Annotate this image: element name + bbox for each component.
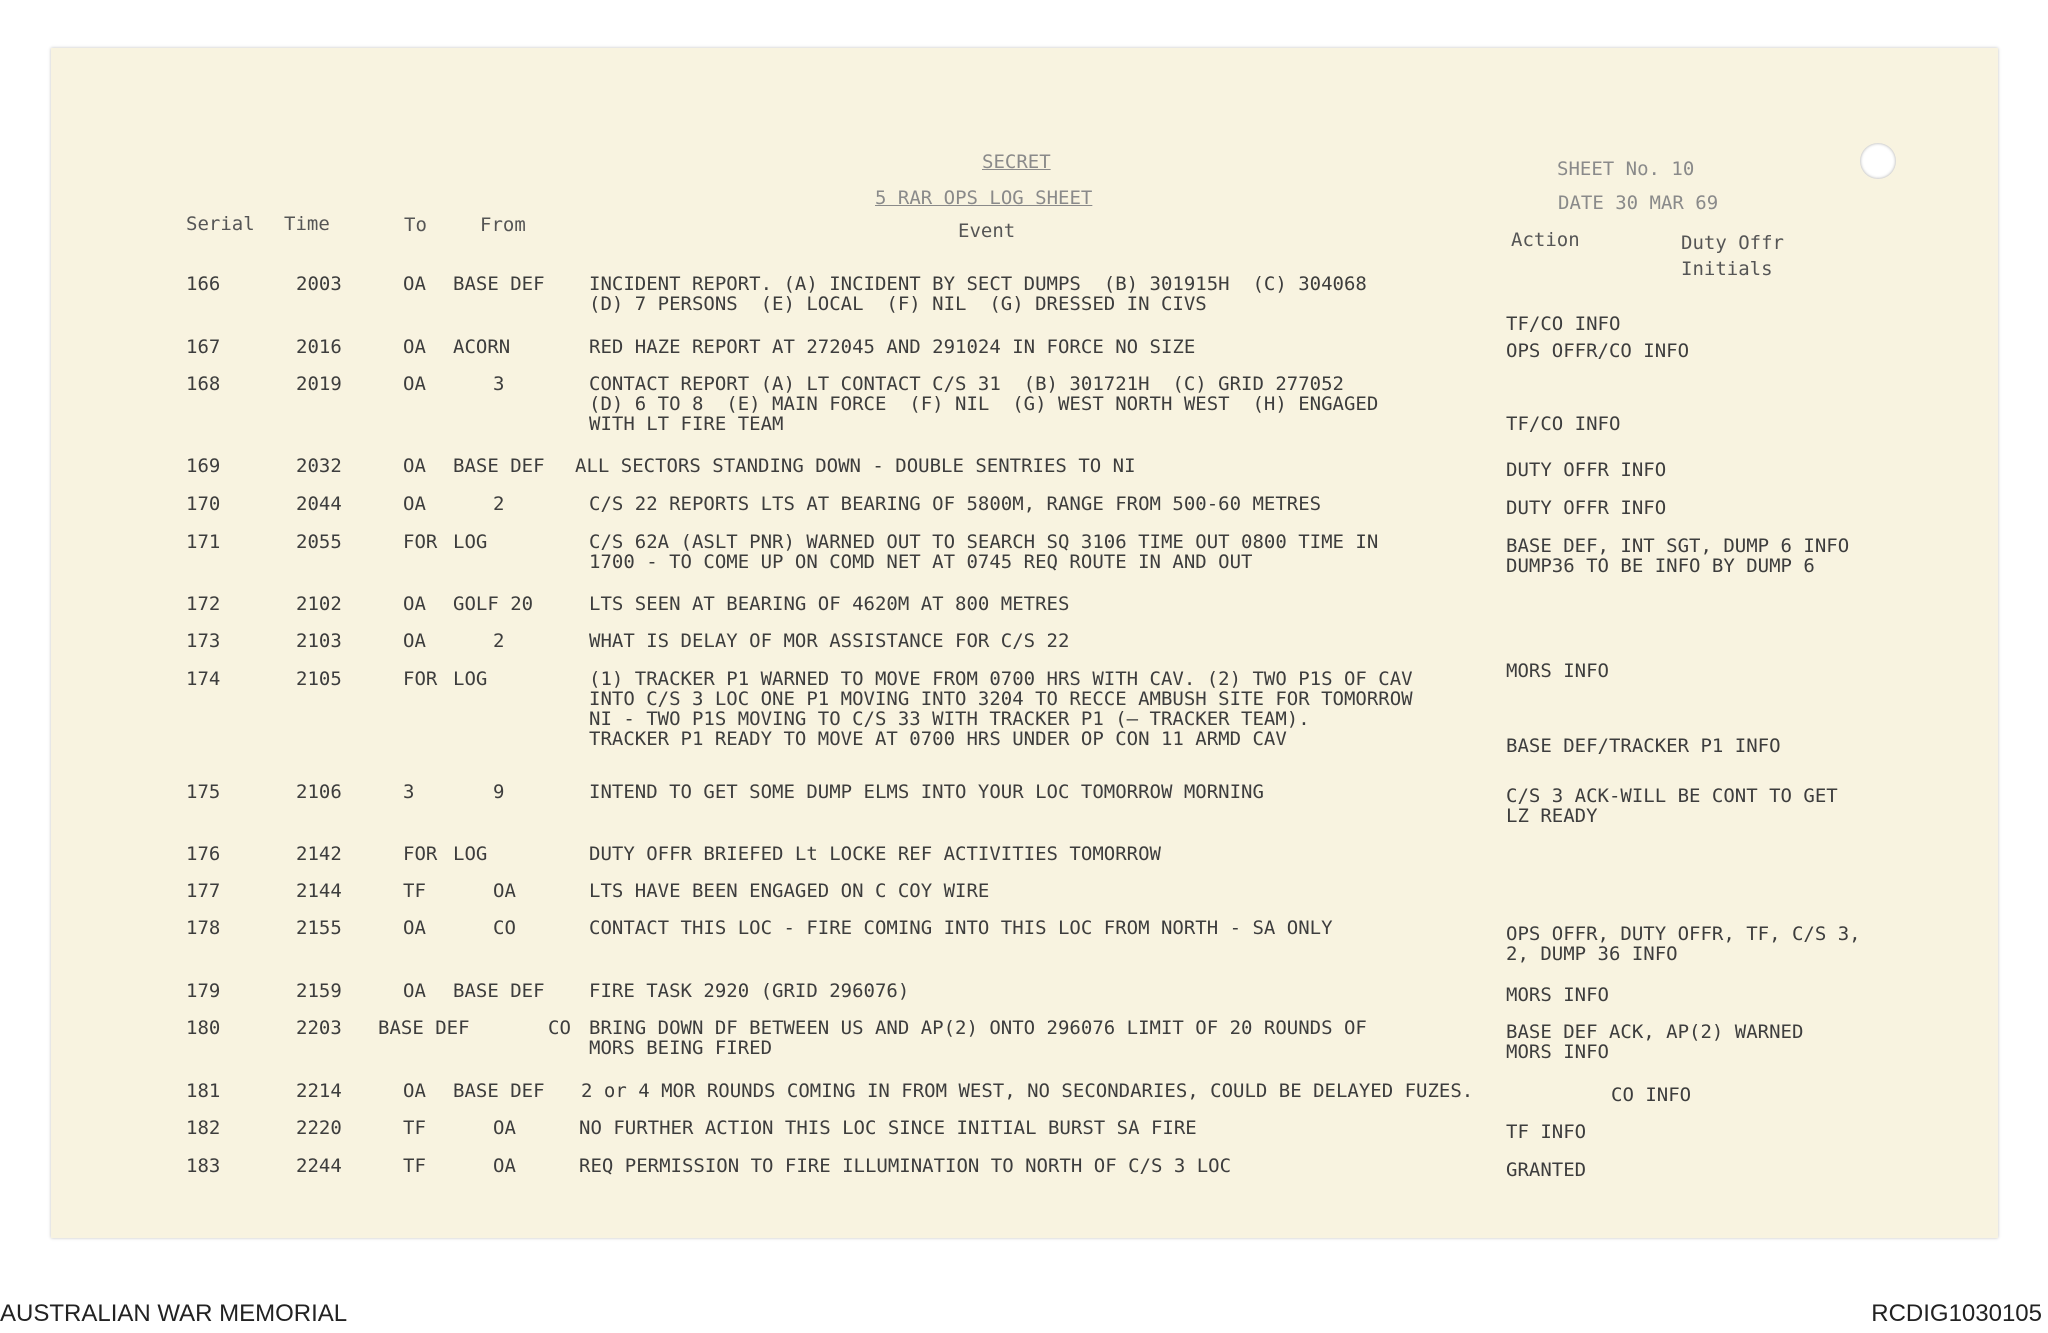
- row-from: OA: [493, 1117, 516, 1139]
- row-time: 2142: [296, 843, 342, 865]
- row-event: (1) TRACKER P1 WARNED TO MOVE FROM 0700 HRS WITH CAV. (2) TWO P1S OF CAV INTO C/S 3 LOC ONE P1 MOVING INTO 3204 TO RECCE AMBUSH SITE FOR TOMORROW NI - TWO P1S MOVING TO C/S 33 WITH TRACKER P1 (— TRACKER TEAM). TRACKER P1 READY TO MOVE AT 0700 HRS UNDER OP CON 11 ARMD CAV: [589, 668, 1413, 750]
- row-action: MORS INFO: [1506, 984, 1609, 1006]
- row-event: 2 or 4 MOR ROUNDS COMING IN FROM WEST, NO SECONDARIES, COULD BE DELAYED FUZES.: [581, 1080, 1474, 1102]
- row-time: 2214: [296, 1080, 342, 1102]
- row-to: TF: [403, 880, 426, 902]
- row-event: CONTACT REPORT (A) LT CONTACT C/S 31 (B) 301721H (C) GRID 277052 (D) 6 TO 8 (E) MAIN FORCE (F) NIL (G) WEST NORTH WEST (H) ENGAGED WITH LT FIRE TEAM: [589, 373, 1379, 435]
- row-time: 2144: [296, 880, 342, 902]
- row-action: MORS INFO: [1506, 660, 1609, 682]
- row-event: NO FURTHER ACTION THIS LOC SINCE INITIAL BURST SA FIRE: [579, 1117, 1197, 1139]
- row-to: TF: [403, 1155, 426, 1177]
- row-action: TF/CO INFO: [1506, 313, 1621, 335]
- row-to: OA: [403, 980, 426, 1002]
- row-serial: 169: [186, 455, 221, 477]
- row-event: RED HAZE REPORT AT 272045 AND 291024 IN FORCE NO SIZE: [589, 336, 1196, 358]
- row-action: BASE DEF, INT SGT, DUMP 6 INFO DUMP36 TO BE INFO BY DUMP 6: [1506, 535, 1850, 577]
- row-from: 3: [493, 373, 505, 395]
- row-time: 2044: [296, 493, 342, 515]
- row-from: LOG: [453, 531, 488, 553]
- col-action: Action: [1511, 229, 1580, 251]
- row-action: OPS OFFR/CO INFO: [1506, 340, 1690, 362]
- row-event: INTEND TO GET SOME DUMP ELMS INTO YOUR LOC TOMORROW MORNING: [589, 781, 1264, 803]
- row-serial: 170: [186, 493, 221, 515]
- row-to: FOR: [403, 531, 438, 553]
- row-time: 2055: [296, 531, 342, 553]
- row-from: BASE DEF: [453, 273, 545, 295]
- row-to: OA: [403, 455, 426, 477]
- row-to: FOR: [403, 668, 438, 690]
- row-event: LTS HAVE BEEN ENGAGED ON C COY WIRE: [589, 880, 990, 902]
- row-serial: 171: [186, 531, 221, 553]
- classification-stamp: SECRET: [982, 151, 1051, 173]
- row-from: OA: [493, 1155, 516, 1177]
- row-time: 2105: [296, 668, 342, 690]
- log-sheet: [51, 48, 1998, 1238]
- col-to: To: [404, 214, 427, 236]
- row-serial: 183: [186, 1155, 221, 1177]
- row-from: OA: [493, 880, 516, 902]
- row-time: 2019: [296, 373, 342, 395]
- row-time: 2103: [296, 630, 342, 652]
- row-action: BASE DEF/TRACKER P1 INFO: [1506, 735, 1781, 757]
- row-action: BASE DEF ACK, AP(2) WARNED MORS INFO: [1506, 1021, 1804, 1063]
- row-action: CO INFO: [1611, 1084, 1692, 1106]
- row-time: 2159: [296, 980, 342, 1002]
- row-event: C/S 22 REPORTS LTS AT BEARING OF 5800M, RANGE FROM 500-60 METRES: [589, 493, 1322, 515]
- row-to: OA: [403, 273, 426, 295]
- row-time: 2244: [296, 1155, 342, 1177]
- row-from: BASE DEF: [453, 1080, 545, 1102]
- row-to: TF: [403, 1117, 426, 1139]
- row-to: OA: [403, 630, 426, 652]
- row-time: 2102: [296, 593, 342, 615]
- row-action: DUTY OFFR INFO: [1506, 459, 1667, 481]
- row-event: DUTY OFFR BRIEFED Lt LOCKE REF ACTIVITIES TOMORROW: [589, 843, 1161, 865]
- footer-source: AUSTRALIAN WAR MEMORIAL: [0, 1300, 348, 1327]
- row-time: 2220: [296, 1117, 342, 1139]
- row-action: C/S 3 ACK-WILL BE CONT TO GET LZ READY: [1506, 785, 1838, 827]
- row-event: WHAT IS DELAY OF MOR ASSISTANCE FOR C/S 22: [589, 630, 1070, 652]
- row-from: LOG: [453, 668, 488, 690]
- col-initials: Initials: [1681, 258, 1773, 280]
- row-event: C/S 62A (ASLT PNR) WARNED OUT TO SEARCH SQ 3106 TIME OUT 0800 TIME IN 1700 - TO COME UP ON COMD NET AT 0745 REQ ROUTE IN AND OUT: [589, 531, 1379, 573]
- row-serial: 168: [186, 373, 221, 395]
- row-event: LTS SEEN AT BEARING OF 4620M AT 800 METRES: [589, 593, 1070, 615]
- row-action: TF/CO INFO: [1506, 413, 1621, 435]
- sheet-date: DATE 30 MAR 69: [1558, 192, 1719, 214]
- row-to: OA: [403, 593, 426, 615]
- row-event: REQ PERMISSION TO FIRE ILLUMINATION TO NORTH OF C/S 3 LOC: [579, 1155, 1232, 1177]
- row-serial: 180: [186, 1017, 221, 1039]
- col-serial: Serial: [186, 213, 255, 235]
- row-time: 2003: [296, 273, 342, 295]
- row-serial: 166: [186, 273, 221, 295]
- row-action: TF INFO: [1506, 1121, 1587, 1143]
- row-to: BASE DEF: [378, 1017, 470, 1039]
- row-serial: 172: [186, 593, 221, 615]
- row-from: ACORN: [453, 336, 511, 358]
- punch-hole: [1860, 143, 1896, 179]
- row-time: 2032: [296, 455, 342, 477]
- row-time: 2106: [296, 781, 342, 803]
- row-time: 2016: [296, 336, 342, 358]
- row-serial: 178: [186, 917, 221, 939]
- row-from: BASE DEF: [453, 980, 545, 1002]
- row-from: 2: [493, 493, 505, 515]
- row-serial: 182: [186, 1117, 221, 1139]
- row-serial: 177: [186, 880, 221, 902]
- row-serial: 174: [186, 668, 221, 690]
- col-duty-offr: Duty Offr: [1681, 232, 1784, 254]
- row-event: FIRE TASK 2920 (GRID 296076): [589, 980, 910, 1002]
- row-to: FOR: [403, 843, 438, 865]
- col-time: Time: [284, 213, 330, 235]
- sheet-title: 5 RAR OPS LOG SHEET: [875, 187, 1093, 209]
- row-serial: 167: [186, 336, 221, 358]
- row-serial: 173: [186, 630, 221, 652]
- row-to: OA: [403, 336, 426, 358]
- row-action: OPS OFFR, DUTY OFFR, TF, C/S 3, 2, DUMP 36 INFO: [1506, 923, 1861, 965]
- row-from: LOG: [453, 843, 488, 865]
- row-from: GOLF 20: [453, 593, 534, 615]
- row-serial: 176: [186, 843, 221, 865]
- row-to: OA: [403, 917, 426, 939]
- row-from: CO: [493, 917, 516, 939]
- row-to: OA: [403, 1080, 426, 1102]
- row-action: GRANTED: [1506, 1159, 1587, 1181]
- row-to: 3: [403, 781, 415, 803]
- col-from: From: [480, 214, 526, 236]
- footer-id: RCDIG1030105: [1871, 1300, 2042, 1327]
- row-serial: 179: [186, 980, 221, 1002]
- sheet-number: SHEET No. 10: [1557, 158, 1695, 180]
- row-from: 9: [493, 781, 505, 803]
- row-time: 2155: [296, 917, 342, 939]
- row-time: 2203: [296, 1017, 342, 1039]
- row-action: DUTY OFFR INFO: [1506, 497, 1667, 519]
- row-event: BRING DOWN DF BETWEEN US AND AP(2) ONTO 296076 LIMIT OF 20 ROUNDS OF MORS BEING FIRED: [589, 1017, 1367, 1059]
- row-event: ALL SECTORS STANDING DOWN - DOUBLE SENTRIES TO NI: [575, 455, 1136, 477]
- col-event: Event: [958, 220, 1016, 242]
- row-from: BASE DEF: [453, 455, 545, 477]
- row-event: INCIDENT REPORT. (A) INCIDENT BY SECT DUMPS (B) 301915H (C) 304068 (D) 7 PERSONS (E) LOCAL (F) NIL (G) DRESSED IN CIVS: [589, 273, 1367, 315]
- row-event: CONTACT THIS LOC - FIRE COMING INTO THIS LOC FROM NORTH - SA ONLY: [589, 917, 1333, 939]
- row-serial: 175: [186, 781, 221, 803]
- row-to: OA: [403, 373, 426, 395]
- row-serial: 181: [186, 1080, 221, 1102]
- row-from: 2: [493, 630, 505, 652]
- row-to: OA: [403, 493, 426, 515]
- row-from: CO: [548, 1017, 571, 1039]
